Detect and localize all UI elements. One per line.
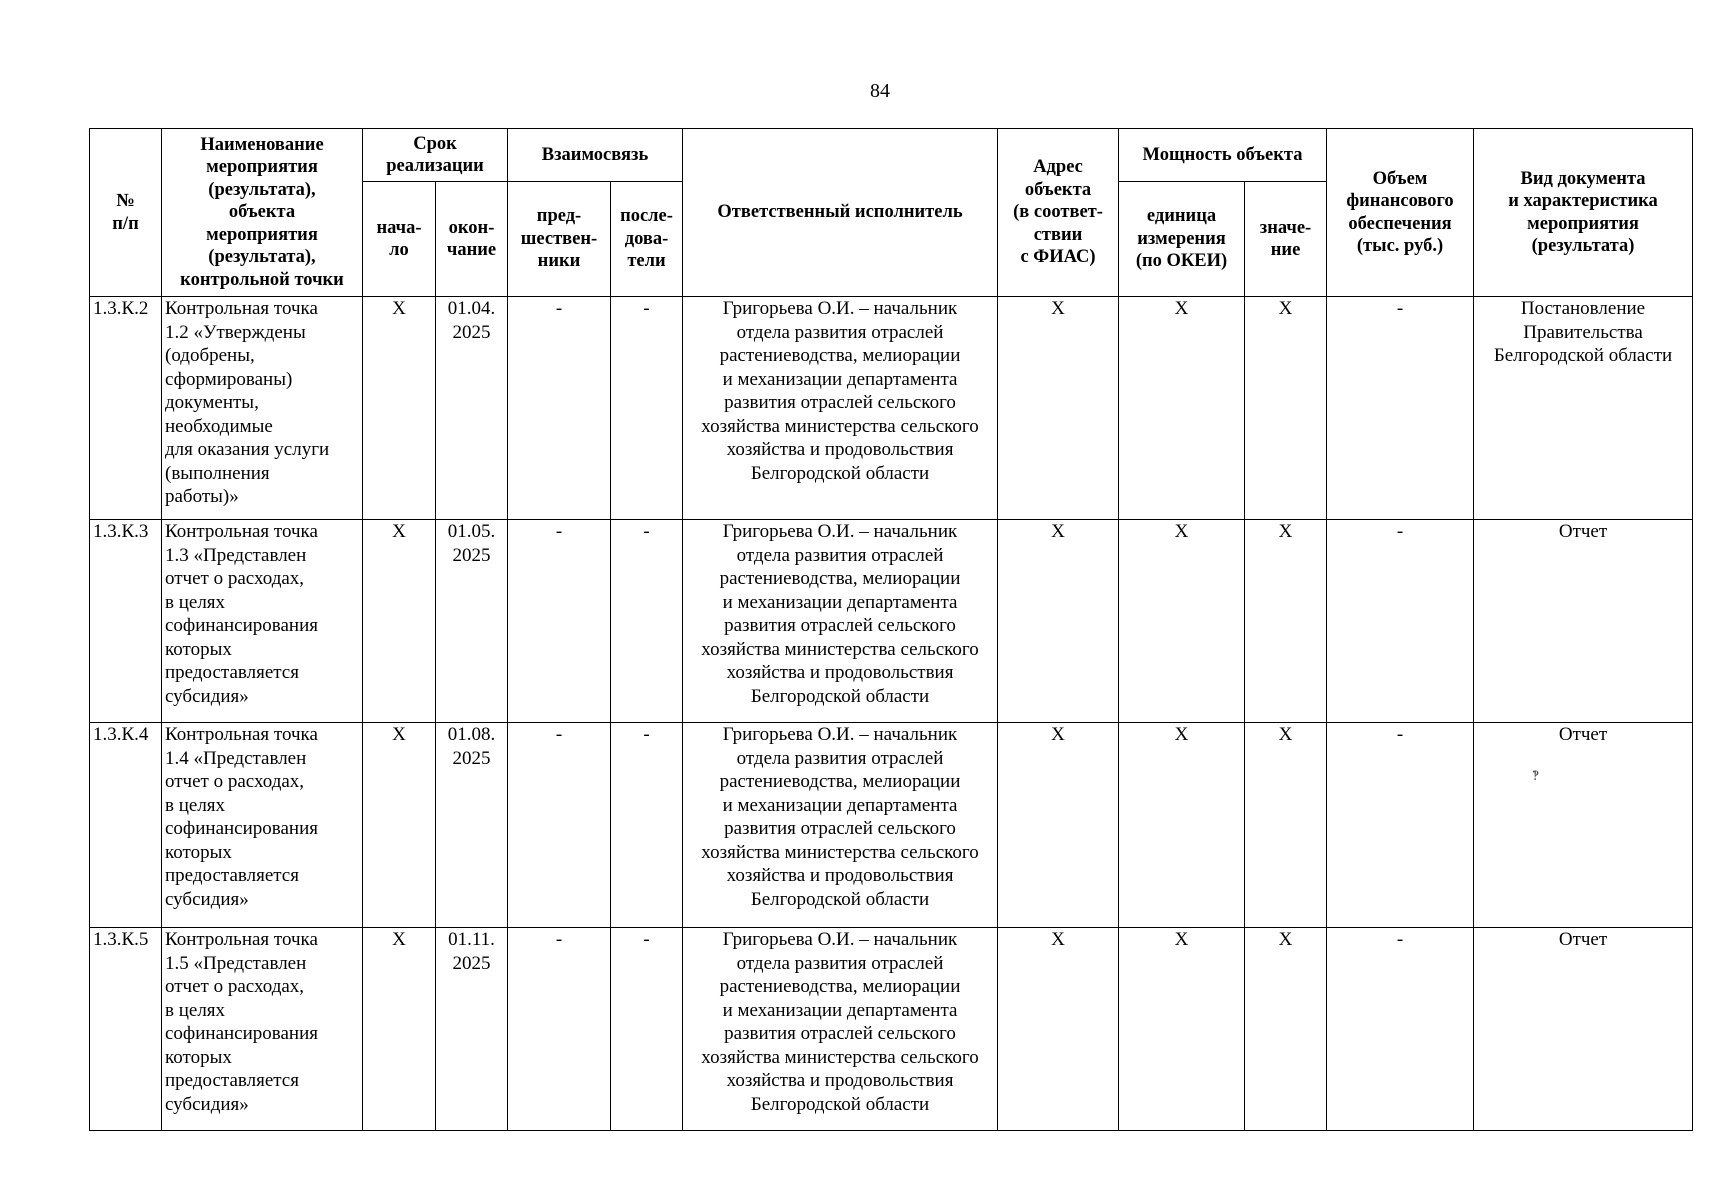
table-header [90, 129, 1693, 297]
header-term-start: нача- ло [363, 182, 436, 297]
row-num: 1.3.К.3 [90, 520, 162, 723]
row-unit: X [1119, 297, 1245, 520]
header-link-next: после- дова- тели [611, 182, 683, 297]
row-doc: Отчет [1474, 723, 1693, 928]
table-row [90, 723, 1693, 928]
row-next: - [611, 520, 683, 723]
row-doc: Отчет [1474, 928, 1693, 1131]
header-term: Срок реализации [363, 129, 508, 182]
row-doc: Постановление Правительства Белгородской области [1474, 297, 1693, 520]
row-next: - [611, 297, 683, 520]
row-num: 1.3.К.4 [90, 723, 162, 928]
header-address: Адрес объекта (в соответ- ствии с ФИАС) [998, 129, 1119, 297]
row-responsible: Григорьева О.И. – начальник отдела развития отраслей растениеводства, мелиорации и механизации департамента развития отраслей сельского хозяйства министерства сельского хозяйства и продовольствия Белгородской области [683, 297, 998, 520]
row-address: X [998, 928, 1119, 1131]
row-prev: - [508, 928, 611, 1131]
row-end: 01.11. 2025 [436, 928, 508, 1131]
header-responsible: Ответственный исполнитель [683, 129, 998, 297]
row-unit: X [1119, 520, 1245, 723]
row-end: 01.04. 2025 [436, 297, 508, 520]
row-start: X [363, 520, 436, 723]
header-term-end: окон- чание [436, 182, 508, 297]
header-capacity-unit: единица измерения (по ОКЕИ) [1119, 182, 1245, 297]
table-row [90, 520, 1693, 723]
header-link: Взаимосвязь [508, 129, 683, 182]
row-num: 1.3.К.5 [90, 928, 162, 1131]
row-finance: - [1327, 520, 1474, 723]
row-responsible: Григорьева О.И. – начальник отдела развития отраслей растениеводства, мелиорации и механизации департамента развития отраслей сельского хозяйства министерства сельского хозяйства и продовольствия Белгородской области [683, 928, 998, 1131]
row-prev: - [508, 297, 611, 520]
control-points-table [89, 128, 1693, 1131]
row-next: - [611, 928, 683, 1131]
header-capacity-value: значе- ние [1245, 182, 1327, 297]
row-unit: X [1119, 928, 1245, 1131]
row-finance: - [1327, 297, 1474, 520]
row-finance: - [1327, 928, 1474, 1131]
header-num: № п/п [90, 129, 162, 297]
row-prev: - [508, 520, 611, 723]
row-value: X [1245, 520, 1327, 723]
row-responsible: Григорьева О.И. – начальник отдела развития отраслей растениеводства, мелиорации и механизации департамента развития отраслей сельского хозяйства министерства сельского хозяйства и продовольствия Белгородской области [683, 723, 998, 928]
header-capacity: Мощность объекта [1119, 129, 1327, 182]
row-num: 1.3.К.2 [90, 297, 162, 520]
header-finance: Объем финансового обеспечения (тыс. руб.) [1327, 129, 1474, 297]
row-name: Контрольная точка 1.5 «Представлен отчет о расходах, в целях софинансирования которых предоставляется субсидия» [162, 928, 363, 1131]
row-address: X [998, 723, 1119, 928]
header-doc: Вид документа и характеристика мероприятия (результата) [1474, 129, 1693, 297]
row-name: Контрольная точка 1.2 «Утверждены (одобрены, сформированы) документы, необходимые для оказания услуги (выполнения работы)» [162, 297, 363, 520]
row-prev: - [508, 723, 611, 928]
row-start: X [363, 928, 436, 1131]
row-doc: Отчет [1474, 520, 1693, 723]
row-finance: - [1327, 723, 1474, 928]
row-name: Контрольная точка 1.3 «Представлен отчет о расходах, в целях софинансирования которых предоставляется субсидия» [162, 520, 363, 723]
row-value: X [1245, 928, 1327, 1131]
row-value: X [1245, 297, 1327, 520]
header-link-prev: пред- шествен- ники [508, 182, 611, 297]
row-unit: X [1119, 723, 1245, 928]
row-start: X [363, 723, 436, 928]
header-name: Наименование мероприятия (результата), объекта мероприятия (результата), контрольной точки [162, 129, 363, 297]
row-end: 01.05. 2025 [436, 520, 508, 723]
row-address: X [998, 297, 1119, 520]
row-next: - [611, 723, 683, 928]
row-end: 01.08. 2025 [436, 723, 508, 928]
page-number: 84 [870, 80, 890, 102]
row-value: X [1245, 723, 1327, 928]
row-start: X [363, 297, 436, 520]
table-row [90, 928, 1693, 1131]
row-address: X [998, 520, 1119, 723]
table-row [90, 297, 1693, 520]
row-name: Контрольная точка 1.4 «Представлен отчет о расходах, в целях софинансирования которых предоставляется субсидия» [162, 723, 363, 928]
row-responsible: Григорьева О.И. – начальник отдела развития отраслей растениеводства, мелиорации и механизации департамента развития отраслей сельского хозяйства министерства сельского хозяйства и продовольствия Белгородской области [683, 520, 998, 723]
scan-speck: ‽ [1532, 768, 1539, 783]
